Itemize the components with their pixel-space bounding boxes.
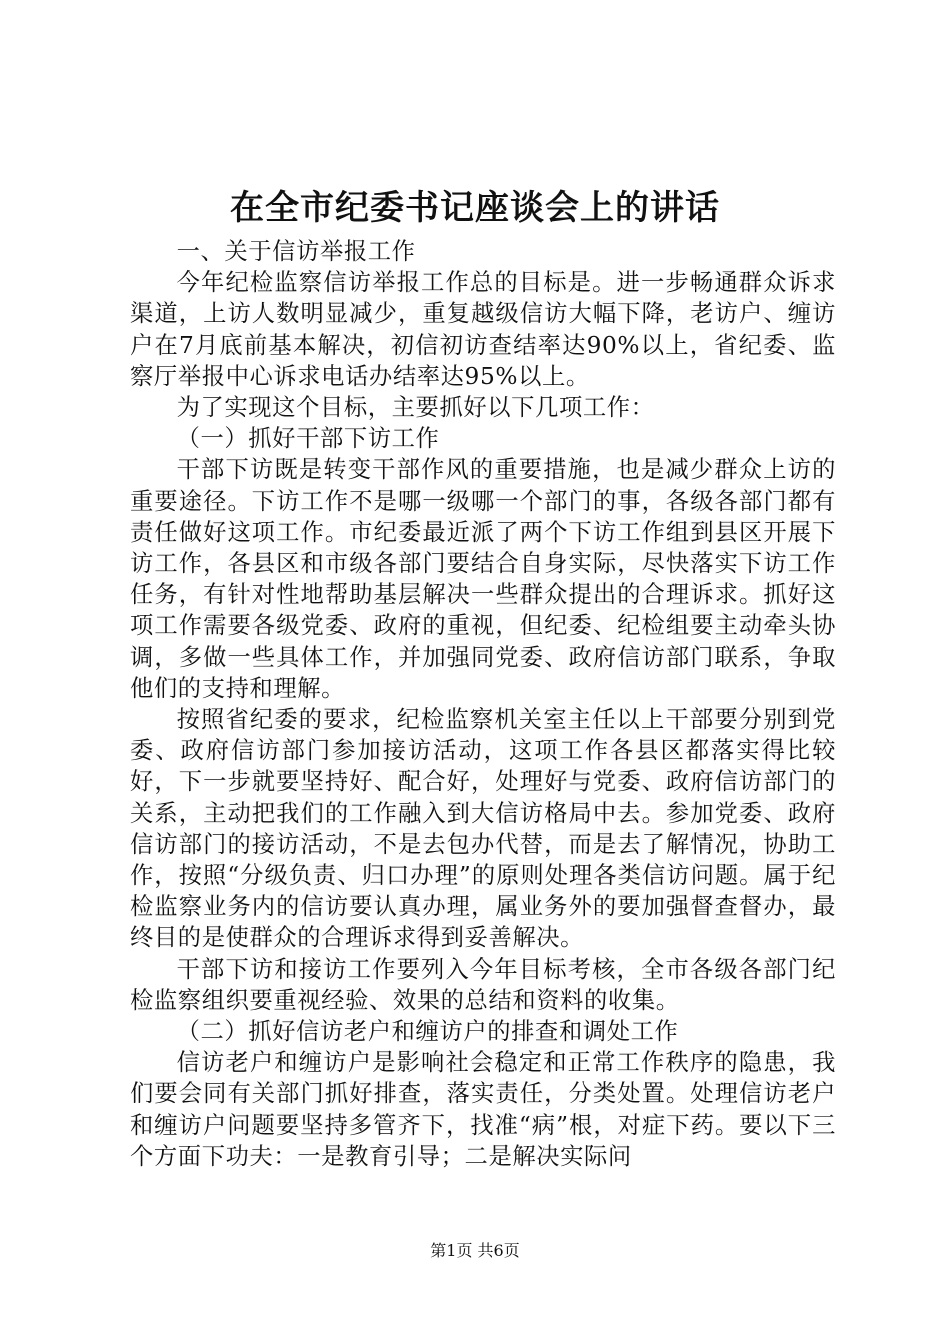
paragraph: 按照省纪委的要求，纪检监察机关室主任以上干部要分别到党委、政府信访部门参加接访活动，这项工作各县区都落实得比较好，下一步就要坚持好、配合好，处理好与党委、政府信访部门的关系，主动把我们的工作融入到大信访格局中去。参加党委、政府信访部门的接访活动，不是去包办代替，而是去了解情况，协助工作，按照“分级负责、归口办理”的原则处理各类信访问题。属于纪检监察业务内的信访要认真办理，属业务外的要加强督查督办，最终目的是使群众的合理诉求得到妥善解决。 (130, 706, 836, 952)
section-heading: 一、关于信访举报工作 (176, 238, 416, 265)
paragraph: 干部下访和接访工作要列入今年目标考核，全市各级各部门纪检监察组织要重视经验、效果的总结和资料的收集。 (130, 955, 836, 1014)
subsection-heading: （一）抓好干部下访工作 (176, 425, 440, 453)
paragraph: 干部下访既是转变干部作风的重要措施，也是减少群众上访的重要途径。下访工作不是哪一级哪一个部门的事，各级各部门都有责任做好这项工作。市纪委最近派了两个下访工作组到县区开展下访工作，各县区和市级各部门要结合自身实际，尽快落实下访工作任务，有针对性地帮助基层解决一些群众提出的合理诉求。抓好这项工作需要各级党委、政府的重视，但纪委、纪检组要主动牵头协调，多做一些具体工作，并加强同党委、政府信访部门联系，争取他们的支持和理解。 (130, 456, 836, 702)
subsection-heading: （二）抓好信访老户和缠访户的排查和调处工作 (176, 1018, 679, 1046)
paragraph: 今年纪检监察信访举报工作总的目标是。进一步畅通群众诉求渠道，上访人数明显减少，重复越级信访大幅下降，老访户、缠访户在7月底前基本解决，初信初访查结率达90%以上，省纪委、监察厅举报中心诉求电话办结率达95%以上。 (130, 269, 836, 390)
document-title: 在全市纪委书记座谈会上的讲话 (230, 188, 720, 228)
document-body (130, 236, 836, 1172)
page-number: 第1页 共6页 (430, 1241, 520, 1260)
paragraph: 信访老户和缠访户是影响社会稳定和正常工作秩序的隐患，我们要会同有关部门抓好排查，落实责任，分类处置。处理信访老户和缠访户问题要坚持多管齐下，找准“病”根，对症下药。要以下三个方面下功夫：一是教育引导；二是解决实际问 (130, 1049, 836, 1170)
paragraph: 为了实现这个目标，主要抓好以下几项工作： (176, 394, 655, 422)
